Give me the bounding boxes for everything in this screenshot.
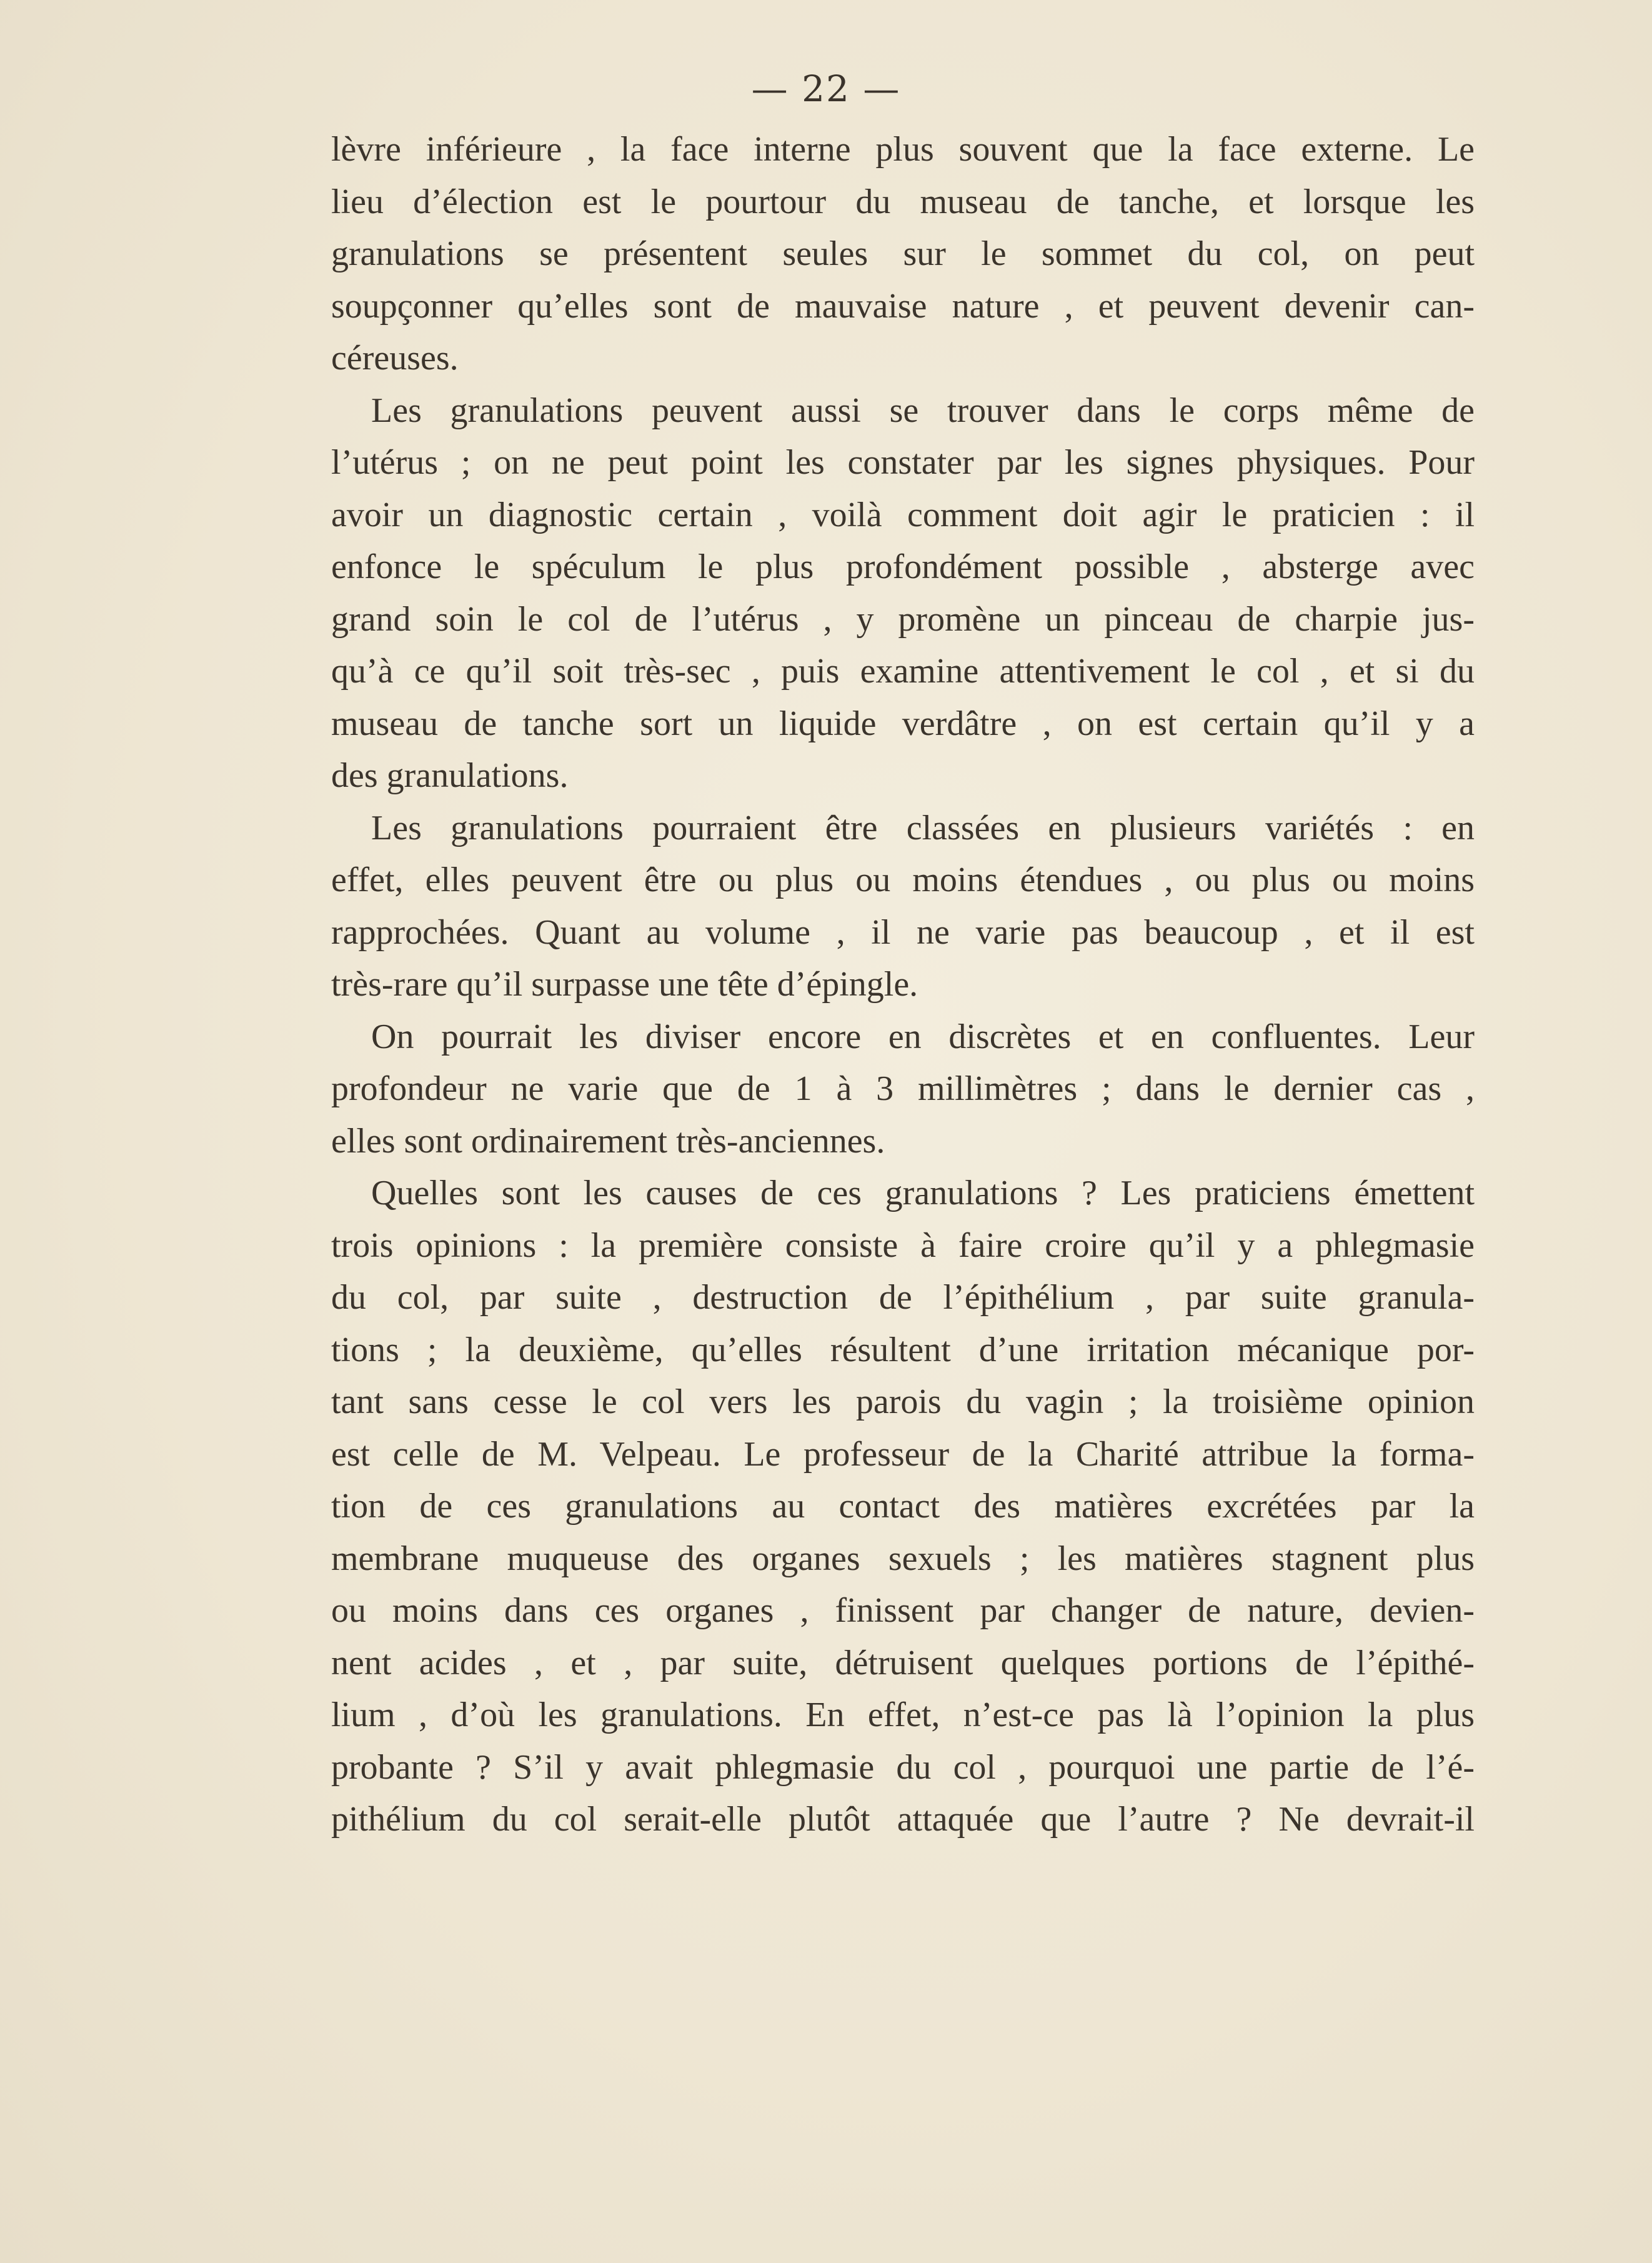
text-line: tion de ces granulations au contact des matières excrétées par la (331, 1487, 1475, 1526)
text-line: lèvre inférieure , la face interne plus souvent que la face externe. Le (331, 130, 1475, 169)
text-line: trois opinions : la première consiste à faire croire qu’il y a phlegmasie (331, 1226, 1475, 1265)
text-line: Quelles sont les causes de ces granulations ? Les praticiens émettent (371, 1174, 1475, 1212)
text-line: très-rare qu’il surpasse une tête d’épingle. (331, 965, 918, 1004)
text-line: elles sont ordinairement très-anciennes. (331, 1121, 885, 1161)
text-line: qu’à ce qu’il soit très-sec , puis examine attentivement le col , et si du (331, 652, 1475, 691)
text-line: des granulations. (331, 756, 569, 795)
text-line: tions ; la deuxième, qu’elles résultent d’une irritation mécanique por- (331, 1330, 1475, 1369)
text-line: probante ? S’il y avait phlegmasie du col , pourquoi une partie de l’é- (331, 1747, 1475, 1787)
text-line: lium , d’où les granulations. En effet, n’est-ce pas là l’opinion la plus (331, 1696, 1475, 1734)
text-line: membrane muqueuse des organes sexuels ; les matières stagnent plus (331, 1539, 1475, 1578)
text-line: Les granulations pourraient être classées en plusieurs variétés : en (371, 808, 1475, 847)
text-line: enfonce le spéculum le plus profondément possible , absterge avec (331, 547, 1475, 586)
text-line: soupçonner qu’elles sont de mauvaise nature , et peuvent devenir can- (331, 286, 1475, 326)
text-line: rapprochées. Quant au volume , il ne varie pas beaucoup , et il est (331, 912, 1475, 952)
text-line: du col, par suite , destruction de l’épithélium , par suite granula- (331, 1278, 1475, 1317)
body-text (331, 124, 1475, 1846)
text-line: Les granulations peuvent aussi se trouver dans le corps même de (371, 391, 1475, 430)
page-number: — 22 — (751, 67, 901, 110)
text-line: ou moins dans ces organes , finissent par changer de nature, devien- (331, 1591, 1475, 1630)
text-line: l’utérus ; on ne peut point les constater par les signes physiques. Pour (331, 443, 1475, 482)
text-line: céreuses. (331, 339, 459, 377)
text-line: profondeur ne varie que de 1 à 3 millimètres ; dans le dernier cas , (331, 1069, 1475, 1108)
text-line: granulations se présentent seules sur le sommet du col, on peut (331, 234, 1475, 273)
text-line: avoir un diagnostic certain , voilà comment doit agir le praticien : il (331, 495, 1475, 534)
text-line: museau de tanche sort un liquide verdâtre , on est certain qu’il y a (331, 704, 1475, 743)
text-line: effet, elles peuvent être ou plus ou moins étendues , ou plus ou moins (331, 861, 1475, 899)
text-line: pithélium du col serait-elle plutôt attaquée que l’autre ? Ne devrait-il (331, 1800, 1475, 1839)
text-line: nent acides , et , par suite, détruisent quelques portions de l’épithé- (331, 1643, 1475, 1682)
text-line: grand soin le col de l’utérus , y promène un pinceau de charpie jus- (331, 599, 1475, 639)
text-line: On pourrait les diviser encore en discrètes et en confluentes. Leur (371, 1017, 1475, 1056)
text-line: lieu d’élection est le pourtour du museau de tanche, et lorsque les (331, 182, 1475, 221)
text-line: tant sans cesse le col vers les parois du vagin ; la troisième opinion (331, 1382, 1475, 1421)
text-line: est celle de M. Velpeau. Le professeur de la Charité attribue la forma- (331, 1434, 1475, 1474)
